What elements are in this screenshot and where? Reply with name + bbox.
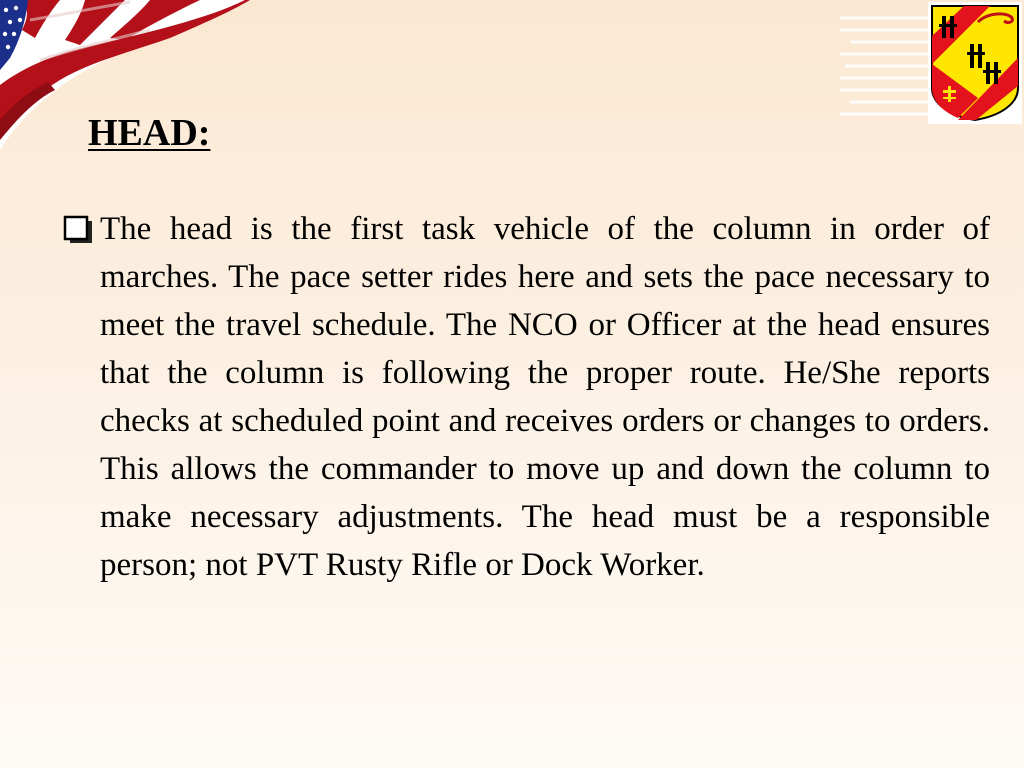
hollow-square-bullet-icon <box>62 215 96 245</box>
slide-title: HEAD: <box>88 112 211 154</box>
bullet-text: The head is the first task vehicle of the column in order of marches. The pace setter rides here and sets the pace necessary to meet the travel schedule. The NCO or Officer at the head ensures that the column is following the proper route. He/She reports checks at scheduled point and receives orders or changes to orders. This allows the commander to move up and down the column to make necessary adjustments. The head must be a responsible person; not PVT Rusty Rifle or Dock Worker. <box>100 211 990 583</box>
unit-crest-icon <box>928 2 1022 124</box>
decorative-lines <box>840 8 930 128</box>
bullet-item <box>62 205 990 589</box>
